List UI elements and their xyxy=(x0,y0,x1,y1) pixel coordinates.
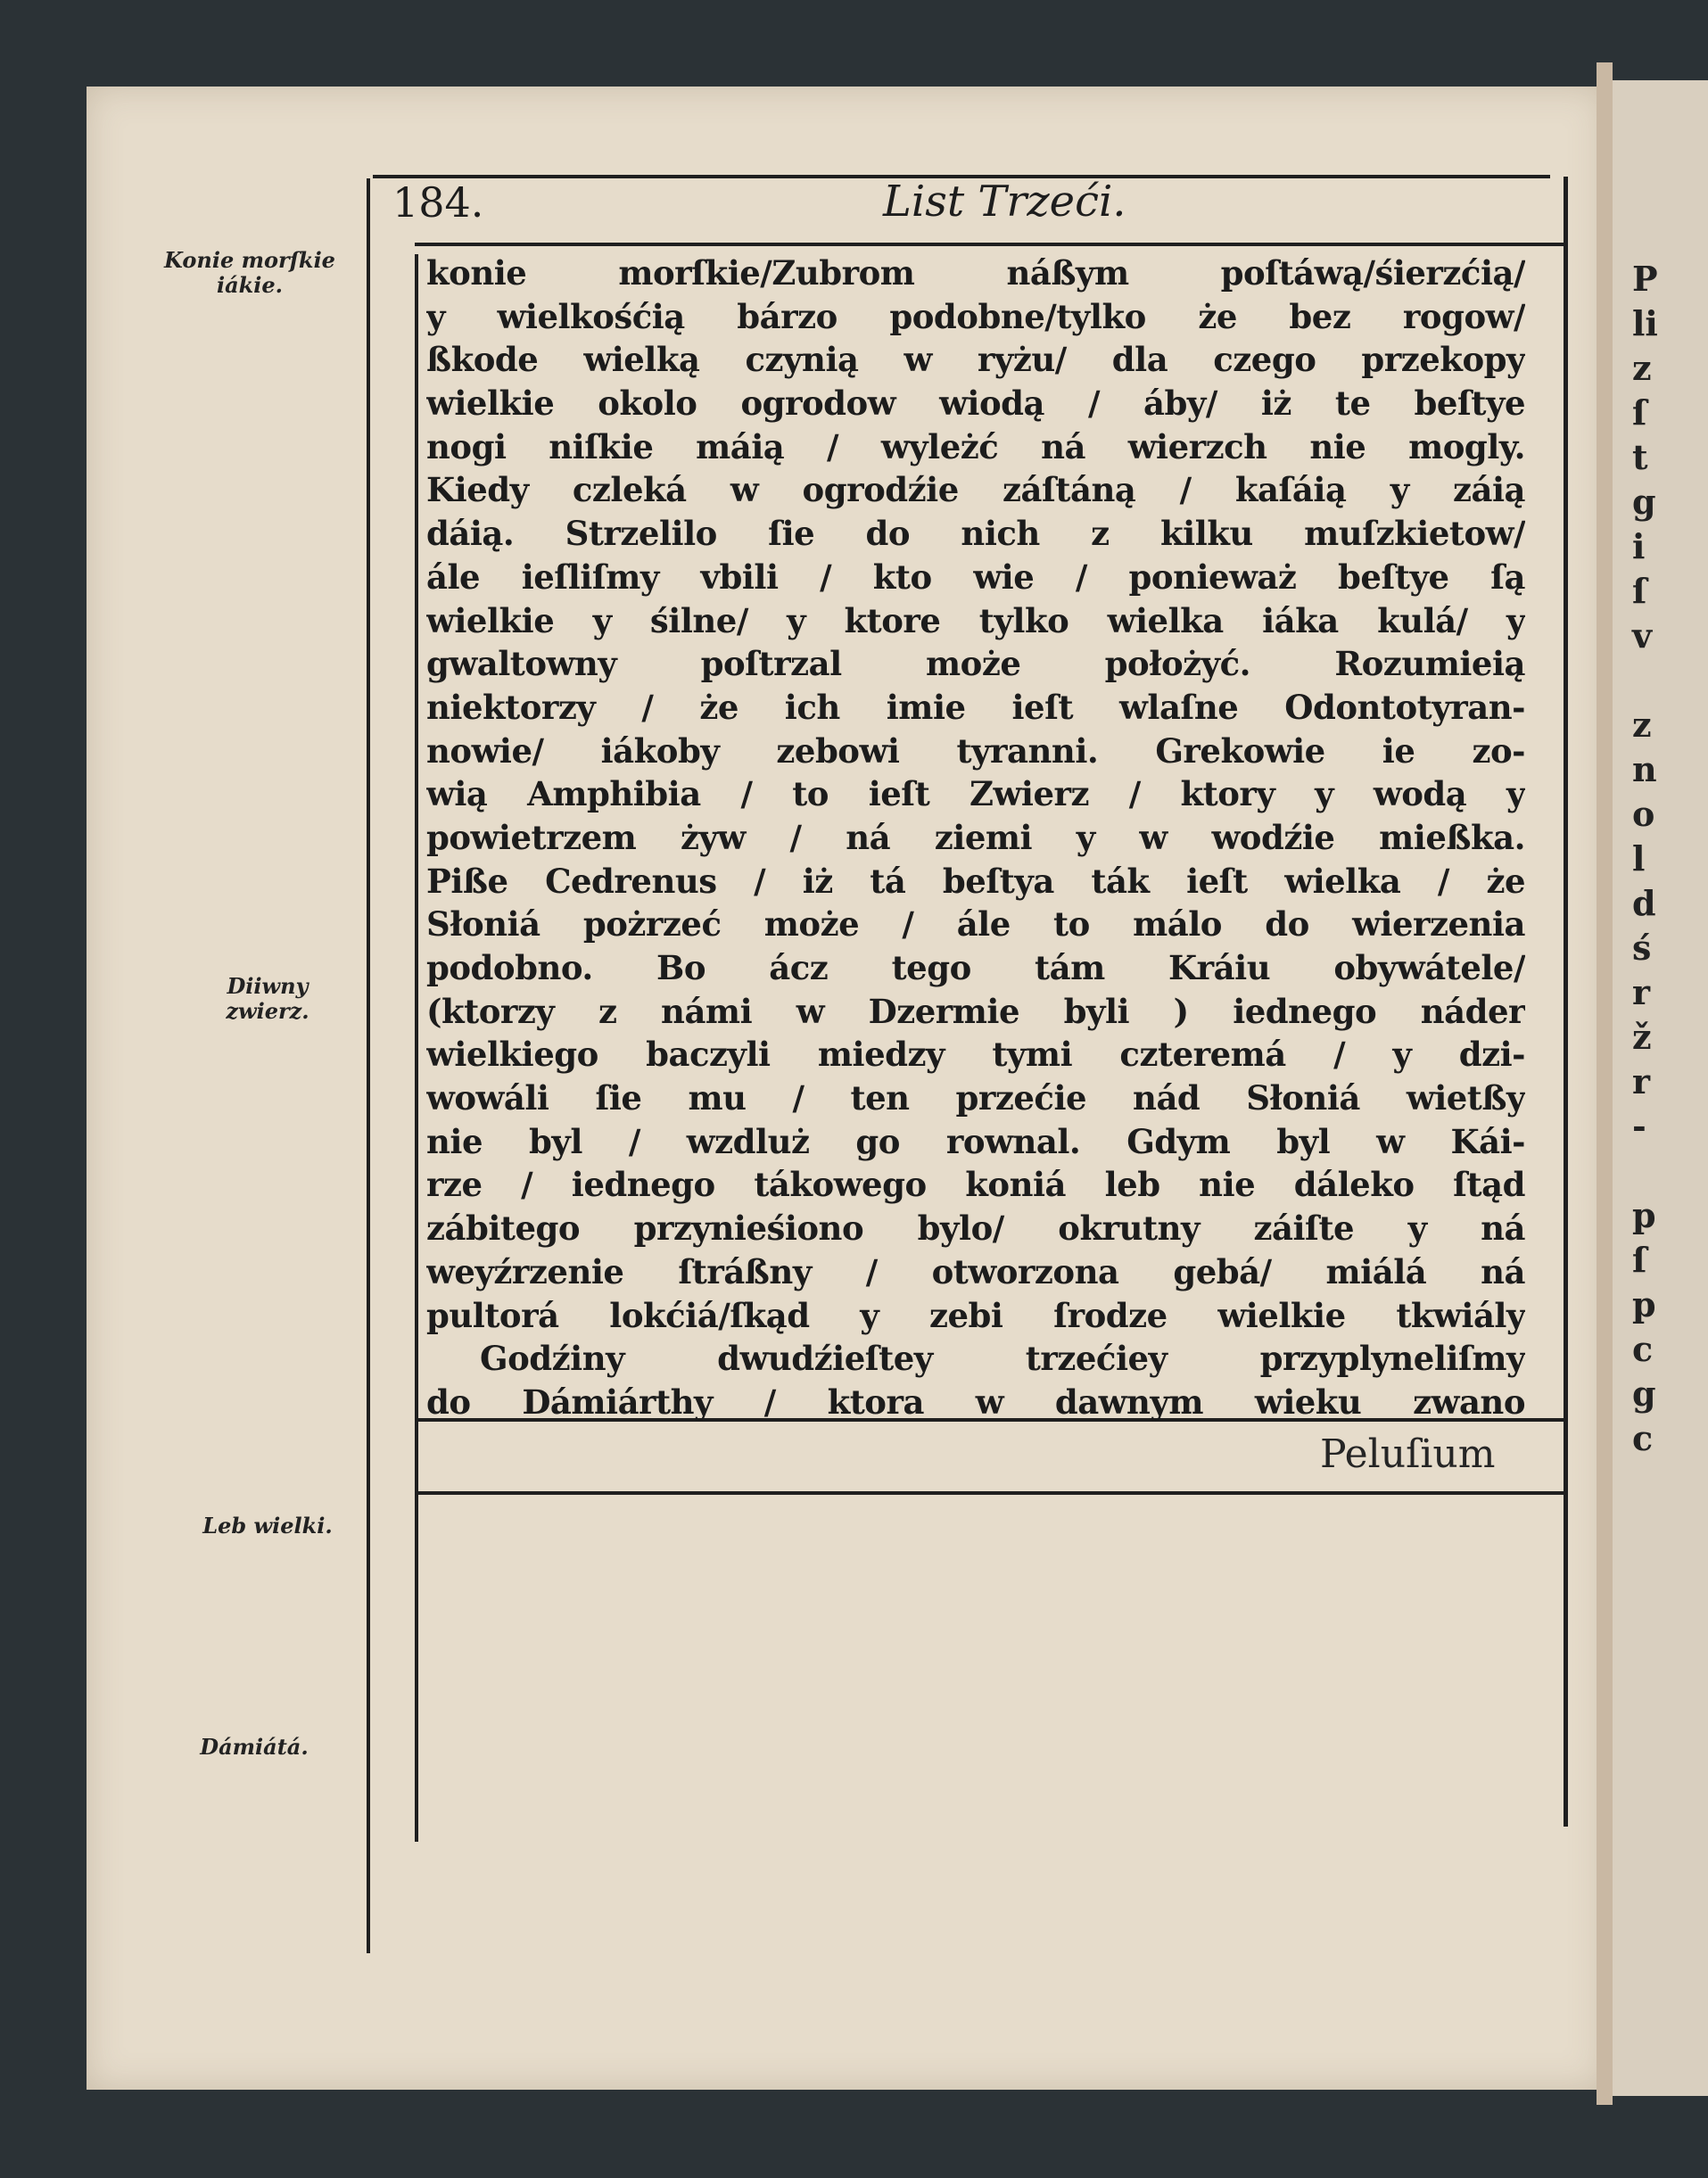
text-line: Kiedy czleká w ogrodźie záſtáną / kaſáią y záią xyxy=(426,470,1525,510)
facing-page-fragment: ſ xyxy=(1632,1240,1647,1280)
text-line: nie byl / wzdluż go rownal. Gdym byl w Kái- xyxy=(426,1121,1525,1161)
text-line: wielkiego baczyli miedzy tymi czteremá / y dzi- xyxy=(426,1035,1525,1075)
text-line: dáią. Strzelilo ſie do nich z kilku muſzkietow/ xyxy=(426,514,1525,554)
text-line: konie morſkie/Zubrom náßym poſtáwą/śierzćią/ xyxy=(426,253,1525,293)
facing-page-fragment: t xyxy=(1632,437,1648,477)
text-line: Piße Cedrenus / iż tá beſtya ták ieſt wielka / że xyxy=(426,861,1525,901)
text-line: nogi niſkie máią / wyleżć ná wierzch nie mogly. xyxy=(426,426,1525,466)
text-line: (ktorzy z námi w Dzermie byli ) iednego náder xyxy=(426,991,1525,1031)
margin-note: Konie morſkie iákie. xyxy=(164,247,335,298)
facing-page-fragment: l xyxy=(1632,838,1646,879)
footer-rule xyxy=(415,1491,1565,1495)
facing-page-fragment: p xyxy=(1632,1195,1656,1235)
facing-page-fragment: o xyxy=(1632,794,1655,834)
frame-left-inner xyxy=(415,254,418,1842)
facing-page-fragment: c xyxy=(1632,1329,1654,1369)
facing-page-fragment: g xyxy=(1632,1374,1656,1414)
facing-page-fragment: g xyxy=(1632,482,1656,522)
text-line: gwaltowny poſtrzal może położyć. Rozumieią xyxy=(426,644,1525,684)
text-line: weyźrzenie ſtráßny / otworzona gebá/ miálá ná xyxy=(426,1251,1525,1291)
frame-left-outer xyxy=(367,178,370,1953)
text-line: ále ieſliſmy vbili / kto wie / ponieważ beſtye ſą xyxy=(426,557,1525,597)
running-title: List Trzeći. xyxy=(883,177,1126,227)
facing-page-fragment: i xyxy=(1632,526,1646,566)
page-gutter xyxy=(1597,62,1613,2105)
frame-right xyxy=(1564,177,1568,1827)
facing-page-fragment: ž xyxy=(1632,1017,1652,1057)
facing-page-fragment: r xyxy=(1632,972,1651,1012)
facing-page-fragment: p xyxy=(1632,1284,1656,1324)
facing-page-fragment: ſ xyxy=(1632,571,1647,611)
facing-page-fragment: z xyxy=(1632,705,1652,745)
text-line: ßkode wielką czynią w ryżu/ dla czego przekopy xyxy=(426,340,1525,380)
catchword: Peluſium xyxy=(1320,1431,1496,1477)
body-text xyxy=(426,252,1525,1424)
text-line: y wielkośćią bárzo podobne/tylko że bez rogow/ xyxy=(426,296,1525,336)
margin-note: Diiwny zwierz. xyxy=(226,973,309,1024)
facing-page-fragment: ſ xyxy=(1632,392,1647,433)
text-line: wią Amphibia / to ieſt Zwierz / ktory y wodą y xyxy=(426,774,1525,814)
text-line: do Dámiárthy / ktora w dawnym wieku zwano xyxy=(426,1382,1525,1422)
facing-page-fragment: n xyxy=(1632,749,1657,789)
text-line: podobno. Bo ácz tego tám Kráiu obywátele/ xyxy=(426,948,1525,987)
text-line: niektorzy / że ich imie ieſt wlaſne Odontotyran- xyxy=(426,687,1525,727)
text-line: wowáli ſie mu / ten przećie nád Słoniá wietßy xyxy=(426,1078,1525,1118)
facing-page-fragment: li xyxy=(1632,303,1658,343)
text-line: rze / iednego tákowego koniá leb nie dáleko ſtąd xyxy=(426,1165,1525,1205)
header-rule xyxy=(415,243,1565,246)
facing-page-fragment: r xyxy=(1632,1061,1651,1101)
page-number: 184. xyxy=(392,178,484,227)
facing-page-fragment: c xyxy=(1632,1418,1654,1458)
facing-page-edge xyxy=(1613,80,1708,2096)
text-line: Słoniá pożrzeć może / ále to málo do wierzenia xyxy=(426,904,1525,945)
facing-page-fragment: d xyxy=(1632,883,1656,923)
facing-page-fragment: ś xyxy=(1632,928,1652,968)
text-line: wielkie okolo ogrodow wiodą / áby/ iż te beſtye xyxy=(426,384,1525,424)
text-line: Godźiny dwudźieſtey trzećiey przyplyneliſmy xyxy=(480,1339,1525,1379)
text-line: nowie/ iákoby zebowi tyranni. Grekowie ie zo- xyxy=(426,730,1525,771)
text-line: zábitego przynieśiono bylo/ okrutny záiſte y ná xyxy=(426,1209,1525,1249)
facing-page-fragment: P xyxy=(1632,259,1658,299)
text-line: wielkie y śilne/ y ktore tylko wielka iáka kulá/ y xyxy=(426,600,1525,640)
text-line: powietrzem żyw / ná ziemi y w wodźie mießka. xyxy=(426,817,1525,857)
facing-page-fragment: - xyxy=(1632,1106,1646,1146)
text-line: pultorá lokćiá/ſkąd y zebi ſrodze wielkie tkwiály xyxy=(426,1295,1525,1335)
margin-note: Dámiátá. xyxy=(200,1734,309,1760)
facing-page-fragment: z xyxy=(1632,348,1652,388)
margin-note: Leb wielki. xyxy=(202,1513,333,1539)
facing-page-fragment: v xyxy=(1632,615,1653,656)
